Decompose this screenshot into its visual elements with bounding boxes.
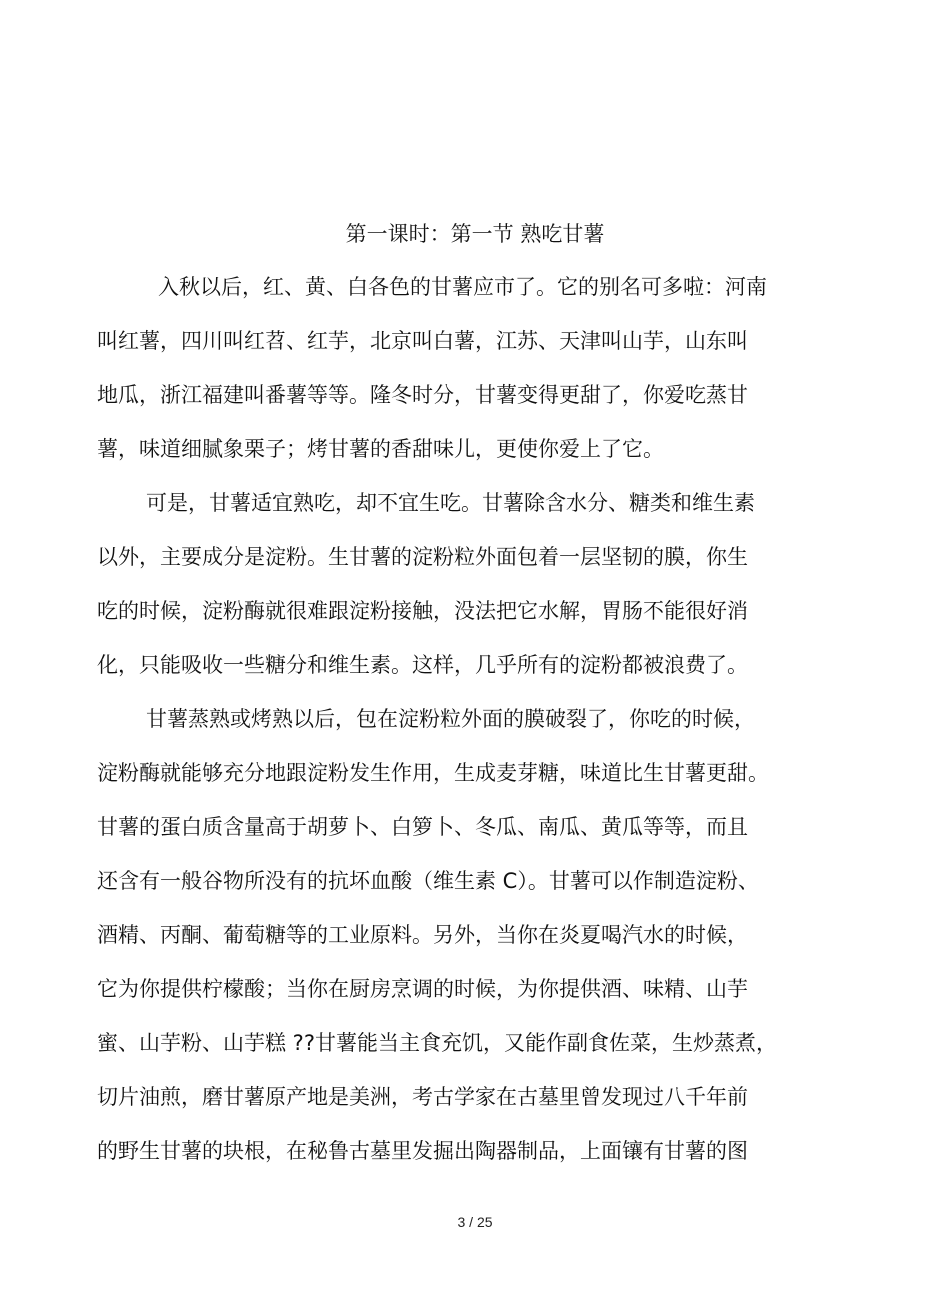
paragraph-line: 还含有一般谷物所没有的抗坏血酸（维生素 C）。甘薯可以作制造淀粉、 bbox=[97, 869, 759, 893]
paragraph-line: 薯，味道细腻象栗子；烤甘薯的香甜味儿，更使你爱上了它。 bbox=[97, 437, 664, 461]
paragraph-line: 淀粉酶就能够充分地跟淀粉发生作用，生成麦芽糖，味道比生甘薯更甜。 bbox=[97, 761, 769, 785]
page-number: 3 / 25 bbox=[457, 1214, 493, 1230]
paragraph-line: 可是，甘薯适宜熟吃，却不宜生吃。甘薯除含水分、糖类和维生素 bbox=[146, 491, 755, 515]
paragraph-line: 入秋以后，红、黄、白各色的甘薯应市了。它的别名可多啦：河南 bbox=[158, 275, 767, 299]
paragraph-line: 地瓜，浙江福建叫番薯等等。隆冬时分，甘薯变得更甜了，你爱吃蒸甘 bbox=[97, 383, 748, 407]
paragraph-line: 叫红薯，四川叫红苕、红芋，北京叫白薯，江苏、天津叫山芋，山东叫 bbox=[97, 329, 748, 353]
paragraph-line: 它为你提供柠檬酸；当你在厨房烹调的时候，为你提供酒、味精、山芋 bbox=[97, 977, 748, 1001]
paragraph-line: 蜜、山芋粉、山芋糕 ??甘薯能当主食充饥，又能作副食佐菜，生炒蒸煮， bbox=[97, 1031, 777, 1055]
paragraph-line: 吃的时候，淀粉酶就很难跟淀粉接触，没法把它水解，胃肠不能很好消 bbox=[97, 599, 748, 623]
paragraph-line: 甘薯蒸熟或烤熟以后，包在淀粉粒外面的膜破裂了，你吃的时候， bbox=[146, 707, 755, 731]
paragraph-line: 化，只能吸收一些糖分和维生素。这样，几乎所有的淀粉都被浪费了。 bbox=[97, 653, 748, 677]
paragraph-line: 切片油煎，磨甘薯原产地是美洲，考古学家在古墓里曾发现过八千年前 bbox=[97, 1085, 748, 1109]
paragraph-line: 的野生甘薯的块根，在秘鲁古墓里发掘出陶器制品，上面镶有甘薯的图 bbox=[97, 1139, 748, 1163]
paragraph-line: 酒精、丙酮、葡萄糖等的工业原料。另外，当你在炎夏喝汽水的时候， bbox=[97, 923, 748, 947]
document-title: 第一课时：第一节 熟吃甘薯 bbox=[345, 222, 605, 246]
paragraph-line: 以外，主要成分是淀粉。生甘薯的淀粉粒外面包着一层坚韧的膜，你生 bbox=[97, 545, 748, 569]
paragraph-line: 甘薯的蛋白质含量高于胡萝卜、白箩卜、冬瓜、南瓜、黄瓜等等，而且 bbox=[97, 815, 748, 839]
